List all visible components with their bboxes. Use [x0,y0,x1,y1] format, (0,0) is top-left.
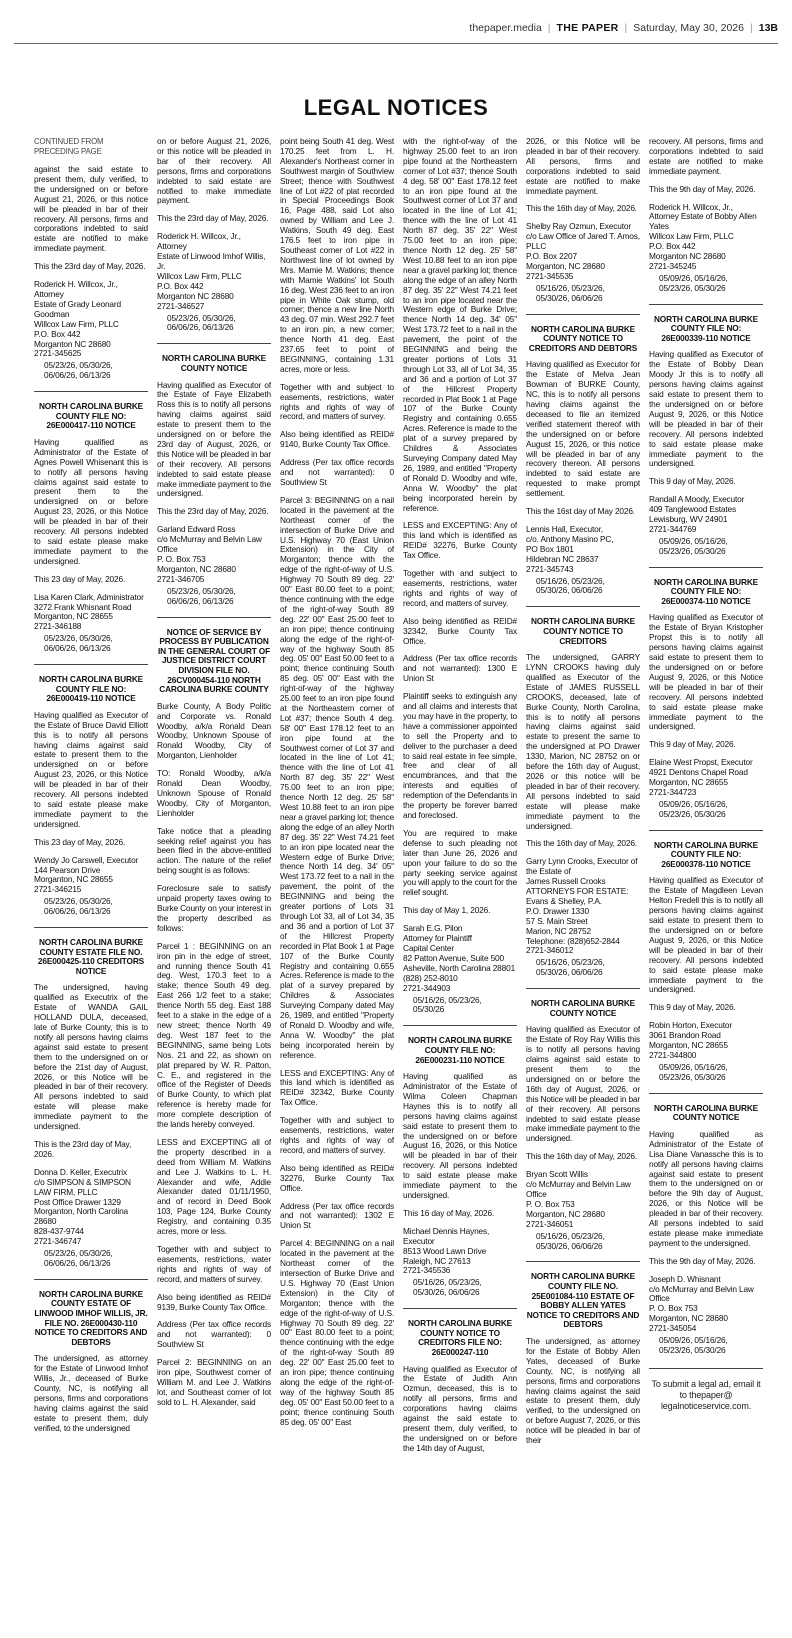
notice-signature [34,1168,148,1247]
notice-column-6 [649,137,763,1627]
page-number: 13B [758,22,778,34]
signature-line: 2721-346215 [34,885,82,895]
signature-line: Elaine West Propst, Executor [649,758,753,768]
notice-date: This the 16st day of May 2026. [526,506,635,517]
signature-line: 2721-345245 [649,261,697,271]
signature-line: Post Office Drawer 1329 [34,1197,121,1207]
publication-date-line: 06/06/26, 06/13/26 [44,906,111,917]
submit-ad-note: To submit a legal ad, email it to thepaper@ legalnoticeservice.com. [649,1368,763,1412]
notice-date: This the 23rd day of May, 2026. [157,506,269,517]
signature-line: c/o McMurray and Belvin Law Office [157,535,262,555]
publication-date-line: 05/09/26, 05/16/26, [659,1061,728,1072]
notice-signature [403,1227,517,1277]
notice-signature [34,280,148,359]
notice-divider [526,606,640,607]
signature-line: c/o McMurray and Belvin Law Office [526,1180,631,1199]
legal-notice [403,1025,517,1298]
publication-date-line: 05/23/26, 05/30/26 [659,1345,726,1355]
signature-line: 2721-344903 [403,983,451,993]
signature-line: 2721-346012 [526,946,574,956]
notice-paragraph: Address (Per tax office records and not warranted): 0 Southview St [157,1319,271,1350]
notice-date: This day of May 1, 2026. [403,905,491,916]
notice-paragraph: 2026, or this Notice will be pleaded in bar of their recovery. All persons, firms and corporations indebted to said estate are notified to make immediate payment. [526,137,640,196]
legal-notice [649,137,763,294]
notice-signature [649,203,763,272]
signature-line: ATTORNEYS FOR ESTATE: [526,887,629,897]
notice-heading: NORTH CAROLINA BURKE COUNTY ESTATE FILE NO. 26E000425-110 CREDITORS NOTICE [37,937,145,976]
notice-paragraph: Having qualified as Executor of the Estate of Faye Elizabeth Ross this is to notify all persons having claims against said estate to present them to the undersigned on or before the 23rd day of August, 2026, or this Notice will be pleaded in bar of their recovery. All persons indebted to said estate please make immediate payment to the undersigned. [157,379,271,499]
page-header [0,22,792,38]
legal-notice [34,1279,148,1434]
notice-paragraph: The undersigned, GARRY LYNN CROOKS having duly qualified as Executor of the Estate of JAMES RUSSELL CROOKS, deceased, late of Burke County, North Carolina, this is to notify all persons having claims against said estate to present the same to the undersigned at PO Drawer 1330, Marion, NC 28752 on or before the 16th day of August, 2026 or this notice will be pleaded in bar of their recovery. All persons indebted to said estate will please make immediate payment to the undersigned. [526,652,640,831]
publication-date-line: 05/23/26, 05/30/26 [659,282,726,293]
signature-line: 409 Tanglewood Estates [649,505,736,515]
notice-paragraph: Parcel 2: BEGINNING on an iron pipe, Southwest corner of William M. and Lee J. Watkins lot, and Southeast corner of lot sold to L. H. Alexander, said [157,1357,271,1407]
notice-divider [34,664,148,665]
publication-date-line: 05/30/26 [413,1004,445,1015]
notice-heading: NORTH CAROLINA BURKE COUNTY FILE NO: 26E000417-110 NOTICE [38,401,144,431]
publication-dates [34,361,148,381]
legal-notice [157,617,271,1408]
publication-dates [649,1336,763,1356]
signature-line: Lisa Karen Clark, Administrator [34,592,144,602]
signature-line: 2721-346747 [34,1237,82,1247]
signature-line: c/o SIMPSON & SIMPSON LAW FIRM, PLLC [34,1177,131,1197]
signature-line: Morganton, NC 28655 [649,1041,728,1051]
publication-date-line: 05/23/26, 05/30/26 [659,808,726,819]
notice-paragraph: Take notice that a pleading seeking relief against you has been filed in the above-entitled action. The nature of the relief being sought is as follows: [157,825,271,876]
signature-line: 2721-344769 [649,524,697,534]
publication-date-line: 05/16/26, 05/23/26, [536,575,605,586]
notice-heading: NORTH CAROLINA BURKE COUNTY FILE NO. 25E001084-110 ESTATE OF BOBBY ALLEN YATES NOTICE TO CREDITORS AND DEBTORS [526,1271,640,1330]
paper-name: THE PAPER [556,22,619,34]
notice-paragraph: Having qualified as Executor for the Estate of Melva Jean Bowman of BURKE County, NC, this is to notify all persons having claims against the deceased to file an itemized verified statement thereof with the undersigned on or before August 15, 2026, or this notice will be pleaded in bar of any recovery thereon. All persons indebted to said estate are requested to make prompt settlement. [526,359,640,499]
notice-paragraph: Having qualified as Executor of the Estate of Roy Ray Willis this is to notify all persons having claims against said estate to present them to the undersigned on or before the 16th day of August, 2026, or this Notice will be pleaded in bar of their recovery. All persons indebted to said estate please make immediate payment to the undersigned. [526,1024,640,1144]
signature-line: Donna D. Keller, Executrix [34,1167,127,1177]
notice-paragraph: LESS and EXCEPTING all of the property described in a deed from William M. Watkins and Lee J. Watkins to L. H. Alexander and wife, Addie Alexander dated 01/11/1950, and of record in Deed Book 103, Page 124, Burke County Registry, and containing 0.35 acres, more or less. [157,1136,271,1237]
publication-date-line: 05/23/26, 05/30/26, [167,312,236,323]
signature-line: P.O. Box 442 [157,281,204,291]
signature-line: Wendy Jo Carswell, Executor [34,855,139,865]
legal-notice [526,606,640,978]
publication-dates [34,1249,148,1269]
notice-signature [649,758,763,798]
publication-date-line: 05/23/26, 05/30/26, [44,1248,113,1259]
signature-line: Robin Horton, Executor [649,1021,732,1031]
notice-paragraph: Parcel 1 : BEGINNING on an iron pin in the edge of street, and running thence South 41 deg. West, 170.3 feet to a stake; thence South 49 deg. East 266 1/2 feet to a stake; thence North 55 deg. East 188 feet to a stake in the edge of a new street; thence North 49 deg. West 187 feet to the BEGINNING, same being Lots Nos. 21 and 22, as shown on plat prepared by W. R. Patton, C. E., and registered in the office of the Register of Deeds of Burke County, to which plat reference is hereby made for more complete description of the lands hereby conveyed. [157,940,271,1130]
notice-signature [34,593,148,633]
signature-line: 144 Pearson Drive [34,865,101,875]
notice-date: This the 16th day of May, 2026. [526,203,637,214]
notice-paragraph: Parcel 3: BEGINNING on a nail located in the pavement at the Northeast corner of the intersection of Burke Drive and U.S. Highway 70 (East Union Extension) in the City of Morganton; thence with the edge of the right-of-way of U.S. Highway 70 South 89 deg. 22' 00" East 80.00 feet to a point; thence continuing with the edge of the right-of-way South 89 deg. 22' 00" East 25.00 feet to an iron pipe; thence continuing along the edge of the right-of-way of the highway South 85 deg. 05' 00" East 50.00 feet to a point; thence continuing South 85 deg. 05' 00" East with the right-of-way of the highway 25.00 feet to an iron pipe found at the Northeastern corner of Lot #37; thence South 4 deg. 58' 00" East 178.12 feet to an iron pipe found at the Southwest corner of Lot 37 and located in the line of Lot 41; thence with the line of Lot 41 North 87 deg. 35' 22" West 75.00 feet to an iron pipe; thence North 12 deg. 25' 58" West 10.88 feet to an iron pipe near a gravel parking lot; thence along the edge of an alley North 87 deg. 35' 22" West 74.21 feet to an iron pipe located near the Western edge of Burke Drive; thence North 14 deg. 34' 05" West 173.72 feet to a nail in the pavement, the point of the BEGINNING and being the greater portions of Lots 31 through Lot 33, all of Lot 34, 35 and 36 and a portion of Lot 37 of the Hillcrest Property recorded in Plat Book 1 at Page 107 of the Burke County Registry and containing 0.655 Acres. Reference is made to the plat of a survey prepared by Childres & Associates Surveying Company dated May 26, 1989, and entitled "Property of Ronald D. Woodby and wife, Anna W. Woodby" the plat being incorporated herein by reference. [280,494,394,1060]
signature-line: 2721-346051 [526,1219,574,1229]
notice-date: This 23 day of May, 2026. [34,836,126,847]
notice-date: This 9 day of May, 2026. [649,1002,736,1013]
publication-date-line: 05/23/26, 05/30/26 [659,1071,726,1082]
publication-date-line: 05/23/26, 05/30/26, [44,633,113,644]
publication-date-line: 06/06/26, 06/13/26 [167,322,234,333]
signature-line: Morganton NC 28680 [157,291,234,301]
signature-line: Willcox Law Firm, PLLC [34,319,119,329]
notice-paragraph: Together with and subject to easements, restrictions, water rights and rights of way of record, and matters of survey. [157,1244,271,1284]
notice-signature [526,1170,640,1229]
notice-paragraph: Parcel 4: BEGINNING on a nail located in the pavement at the Northeast corner of the intersection of Burke Drive and U.S. Highway 70 (East Union Extension) in the City of Morganton; thence with the edge of the right-of-way of U.S. Highway 70 South 89 deg. 22' 00" East 80.00 feet to a point; thence continuing with the edge of the right-of-way South 89 deg. 22' 00" East 25.00 feet to an iron pipe; thence continuing along the edge of the right-of-way of the highway South 85 deg. 05' 00" East 50.00 feet to a point; thence continuing South 85 deg. 05' 00" East [280,1238,394,1427]
signature-line: Shelby Ray Ozmun, Executor [526,222,631,232]
signature-line: c/o. Anthony Masino PC, [526,534,614,544]
legal-notice [526,314,640,597]
signature-line: Raleigh, NC 27613 [403,1256,471,1266]
notice-divider [157,617,271,618]
signature-line: P.O. Box 442 [34,329,81,339]
notice-signature [157,232,271,311]
signature-line: Marion, NC 28752 [526,926,591,936]
signature-line: Morganton NC 28680 [34,339,111,349]
legal-notice [526,988,640,1251]
signature-line: Estate of Linwood Imhof Willis, Jr. [157,252,266,271]
notice-signature [403,924,517,993]
publication-date-line: 05/30/26, 06/06/26 [413,1287,480,1298]
notice-heading: NORTH CAROLINA BURKE COUNTY FILE NO: 26E000419-110 NOTICE [38,674,144,704]
notice-signature [526,525,640,575]
publication-dates [649,800,763,820]
publication-date-line: 05/30/26, 06/06/26 [536,1240,603,1251]
notice-paragraph: Having qualified as Executor of the Estate of Magdleen Levan Helton Fredell this is to notify all persons having claims against said estate to present them to the undersigned on or before August 9, 2026, or this Notice will be pleaded in bar of their recovery. All persons indebted to said estate please make immediate payment to the undersigned. [649,875,763,995]
notice-signature [157,525,271,584]
header-separator: | [547,22,551,34]
notice-divider [649,1093,763,1094]
signature-line: Lewisburg, WV 24901 [649,515,728,525]
publication-date-line: 05/16/26, 05/23/26, [536,1230,605,1241]
notice-paragraph: Having qualified as Executor of the Estate of Bobby Dean Moody Jr this is to notify all persons having claims against said estate to present them to the undersigned on or before August 9, 2026, or this Notice will be pleaded in bar of their recovery. All persons indebted to said estate please make immediate payment to the undersigned. [649,349,763,469]
publication-date-line: 05/23/26, 05/30/26, [44,360,113,371]
notice-column-5 [526,137,640,1627]
section-title: LEGAL NOTICES [303,95,489,120]
signature-line: (828) 252-8010 [403,973,458,983]
notice-divider [526,988,640,989]
signature-line: 3061 Brandon Road [649,1031,721,1041]
notice-paragraph: Also being identified as REID# 9140, Burke County Tax Office. [280,429,394,450]
notice-divider [34,391,148,392]
legal-notice [403,137,517,1015]
notice-paragraph: Address (Per tax office records and not warranted): 0 Southview St [280,457,394,487]
legal-notice [157,343,271,606]
notice-paragraph: Together with and subject to easements, restrictions, water rights and rights of way of record, and matters of survey. [280,1115,394,1155]
notice-paragraph: TO: Ronald Woodby, a/k/a Ronald Dean Woodby, Unknown Spouse of Ronald Woodby, City of Morganton, Lienholder [157,768,271,818]
notice-divider [649,567,763,568]
signature-line: 8513 Wood Lawn Drive [403,1246,487,1256]
legal-notice [526,1261,640,1446]
notice-signature [649,1275,763,1334]
signature-line: Sarah E.G. Pilon [403,924,463,934]
notice-paragraph: Together with and subject to easements, restrictions, water rights and rights of way of record, and matters of survey. [403,568,517,608]
notice-paragraph: The undersigned, as attorney for the Estate of Bobby Allen Yates, deceased of Burke County, NC, is notifying all persons, firms and corporations having claims against the said estate to present them, duly verified, to the undersigned on or before August 7, 2026, or this notice will be pleaded in bar of their [526,1335,640,1446]
publication-date-line: 05/30/26, 06/06/26 [536,585,603,596]
notice-paragraph: Address (Per tax office records and not warranted): 1300 E Union St [403,653,517,684]
signature-line: Morganton NC 28680 [649,252,726,262]
signature-line: Randall A Moody, Executor [649,495,745,505]
notice-column-4 [403,137,517,1627]
publication-dates [157,314,271,334]
notice-paragraph: Having qualified as Executor of the Estate of Judith Ann Ozmun, deceased, this is to notify all persons, firms and corporations having claims against the said estate to present them, duly verified, to the undersigned on or before the 14th day of August, [403,1363,517,1453]
notice-heading: NORTH CAROLINA BURKE COUNTY NOTICE [653,1102,759,1123]
notice-paragraph: Having qualified as Executor of the Estate of Bryan Kristopher Propst this is to notify all persons having claims against said estate to present them to the undersigned on or before August 9, 2026, or this Notice will be pleaded in bar of their recovery. All persons indebted to said estate please make immediate payment to the undersigned. [649,612,763,732]
signature-line: 2721-345535 [526,271,574,281]
signature-line: 828-437-9744 [34,1227,84,1237]
notice-heading: NORTH CAROLINA BURKE COUNTY NOTICE TO CREDITORS FILE NO: 26E000247-110 [407,1318,513,1357]
notice-heading: NORTH CAROLINA BURKE COUNTY FILE NO: 26E000231-110 NOTICE [407,1035,513,1065]
notice-paragraph: on or before August 21, 2026, or this notice will be pleaded in bar of their recovery. All persons, firms and corporations indebted to said estate are notified to make immediate payment. [157,137,271,206]
notice-paragraph: Also being identified as REID# 32276, Burke County Tax Office. [280,1162,394,1193]
notice-date: This the 9th day of May, 2026. [649,1255,756,1266]
publication-date-line: 05/23/26, 05/30/26 [659,545,726,556]
notice-heading: NORTH CAROLINA BURKE COUNTY FILE NO: 26E000374-110 NOTICE [653,576,759,606]
issue-date: Saturday, May 30, 2026 [633,22,744,34]
publication-date-line: 05/16/26, 05/23/26, [536,957,605,968]
notice-paragraph: LESS and EXCEPTING: Any of this land which is identified as REID# 32276, Burke County Tax Office. [403,520,517,561]
notice-heading: NOTICE OF SERVICE BY PROCESS BY PUBLICATION IN THE GENERAL COURT OF JUSTICE DISTRICT COURT DIVISION FILE NO. 26CV000454-110 NORTH CAROLINA BURKE COUNTY [157,626,271,695]
publication-dates [34,897,148,917]
notice-heading: NORTH CAROLINA BURKE COUNTY NOTICE [530,998,636,1018]
notice-date: This 23 day of May, 2026. [34,573,126,584]
site-url[interactable]: thepaper.media [469,22,542,34]
publication-dates [157,587,271,607]
publication-dates [34,634,148,654]
signature-line: P. O. Box 753 [649,1304,698,1314]
signature-line: Lennis Hall, Executor, [526,524,603,534]
notice-paragraph: The undersigned, having qualified as Executrix of the Estate of WANDA GAIL HOLLAND DULA, deceased, late of Burke County, this is to notify all persons having claims against said estate to present them to the undersigned on or before the 21st day of August, 2026, or this Notice will be pleaded in bar of their recovery. All persons indebted to said estate will please make immediate payment to the undersigned. [34,982,148,1132]
notice-paragraph: point being South 41 deg. West 170.25 feet from L. H. Alexander's Northeast corner in Southwest margin of Southview Street; thence with Southwest line of Lot #22 of plat recorded in Special Proceedings Book 16, Page 488, said Lot also owned by William and Lee J. Watkins, South 49 deg. East 176.5 feet to iron pipe in Southeast corner of Lot #22 in Northwest line of lot owned by Mrs. Mamie M. Watkins; thence with Mamie Watkins' lot South 16 deg. West 236 feet to an iron pipe in White Oak stump, old corner; thence a new line North 43 deg. 07 min. West 292.7 feet to an iron pin, a new corner; thence North 41 deg. East 237.65 feet to point of BEGINNING, containing 1.31 acres, more or less. [280,137,394,374]
legal-notice [34,165,148,381]
header-separator: | [624,22,628,34]
notice-heading: NORTH CAROLINA BURKE COUNTY NOTICE TO CREDITORS [530,616,636,646]
signature-line: Garland Edward Ross [157,525,236,535]
signature-line: P.O. Drawer 1330 [526,906,589,916]
signature-line: Asheville, North Carolina 28801 [403,963,516,973]
signature-line: Capital Center [403,943,454,953]
notice-paragraph: Also being identified as REID# 9139, Burke County Tax Office. [157,1291,271,1312]
signature-line: 3272 Frank Whisnant Road [34,602,132,612]
notice-heading: NORTH CAROLINA BURKE COUNTY NOTICE TO CREDITORS AND DEBTORS [528,323,638,353]
signature-line: Morganton, NC 28680 [157,564,236,574]
signature-line: c/o Law Office of Jared T. Amos, PLLC [526,232,640,252]
notice-paragraph: with the right-of-way of the highway 25.00 feet to an iron pipe found at the Northeastern corner of Lot #37; thence South 4 deg. 58' 00" East 178.12 feet to an iron pipe found at the Southwest corner of Lot 37 and located in the line of Lot 41; thence with the line of Lot 41 North 87 deg. 35' 22" West 75.00 feet to an iron pipe; thence North 12 deg. 25' 58" West 10.88 feet to an iron pipe near a gravel parking lot; thence along the edge of an alley North 87 deg. 35' 22" West 74.21 feet to an iron pipe located near the Western edge of Burke Drive; thence North 14 deg. 34' 05" West 173.72 feet to a nail in the pavement, the point of the BEGINNING and being the greater portions of Lots 31 through Lot 33, all of Lot 34, 35 and 36 and a portion of Lot 37 of the Hillcrest Property recorded in Plat Book 1 at Page 107 of the Burke County Registry and containing 0.655 Acres. Reference is made to the plat of a survey prepared by Childres & Associates Surveying Company dated May 26, 1989, and entitled "Property of Ronald D. Woodby and wife, Anna W. Woodby" the plat being incorporated herein by reference. [403,137,517,513]
signature-line: Telephone: (828)652-2844 [526,936,620,946]
signature-line: Willcox Law Firm, PLLC [157,271,242,281]
notice-signature [526,222,640,281]
signature-line: 4921 Dentons Chapel Road [649,768,748,778]
header-info [469,22,778,34]
signature-line: Morganton, NC 28655 [34,612,113,622]
signature-line: Morganton, NC 28655 [649,778,728,788]
signature-line: 2721-346527 [157,301,205,311]
notice-divider [649,304,763,305]
legal-notice [649,304,763,557]
publication-date-line: 05/23/26, 05/30/26, [44,896,113,907]
notice-date: This the 23rd day of May, 2026. [157,213,269,224]
legal-notice [649,567,763,820]
signature-line: PO Box 1801 [526,544,574,554]
notice-columns [34,137,764,1627]
signature-line: Willcox Law Firm, PLLC [649,232,734,242]
notice-column-2 [157,137,271,1627]
publication-date-line: 05/09/26, 05/16/26, [659,798,728,809]
signature-line: Morganton, NC 28680 [649,1314,728,1324]
publication-date-line: 05/23/26, 05/30/26, [167,585,236,596]
publication-date-line: 05/09/26, 05/16/26, [659,272,728,283]
signature-line: 2721-344800 [649,1050,697,1060]
signature-line: Joseph D. Whisnant [649,1274,721,1284]
publication-date-line: 05/16/26, 05/23/26, [413,994,482,1005]
notice-heading: NORTH CAROLINA BURKE COUNTY FILE NO: 26E000378-110 NOTICE [653,839,759,869]
signature-line: Morganton, NC 28680 [526,261,605,271]
signature-line: 2721-346188 [34,622,82,632]
continued-label: CONTINUED FROM PRECEDING PAGE [34,137,104,156]
notice-divider [526,314,640,315]
notice-date: This the 16th day of May, 2026. [526,1151,637,1162]
publication-date-line: 05/16/26, 05/23/26, [536,282,605,293]
publication-date-line: 06/06/26, 06/13/26 [167,595,234,606]
notice-signature [526,857,640,956]
signature-line: c/o McMurray and Belvin Law Office [649,1284,754,1304]
notice-paragraph: Having qualified as Administrator of the Estate of Agnes Powell Whisenant this is to notify all persons having claims against said estate to present them to the undersigned on or before August 23, 2026, or this Notice will be pleaded in bar of their recovery. All persons indebted to said estate please make immediate payment to the undersigned. [34,436,148,566]
notice-divider [403,1025,517,1026]
notice-date: This the 9th day of May, 2026. [649,183,756,194]
notice-divider [403,1308,517,1309]
signature-line: 2721-345054 [649,1324,697,1334]
legal-notice [34,664,148,917]
notice-date: This the 23rd day of May, 2026. [34,261,146,272]
notice-paragraph: against the said estate to present them, duly verified, to the undersigned on or before August 21, 2026, or this notice will be pleaded in bar of their recovery. All persons, firms and corporations indebted to said estate are notified to make immediate payment. [34,164,148,254]
signature-line: Evans & Shelley, P.A. [526,896,602,906]
notice-paragraph: Having qualified as Administrator of the Estate of Lisa Diane Vanassche this is to notify all persons having claims against said estate to present them to the undersigned on or before the 9th day of August, 2026, or this Notice will be pleaded in bar of their recovery. All persons indebted to said estate please make immediate payment to the undersigned. [649,1128,763,1248]
legal-notice [157,137,271,333]
notice-paragraph: The undersigned, as attorney for the Estate of Linwood Imhof Willis, Jr., deceased of Burke County, NC, is notifying all persons, firms and corporations having claims against the said estate to present them, duly verified, to the undersigned [34,1353,148,1433]
signature-line: Roderick H. Willcox, Jr., Attorney Estate of Bobby Allen Yates [649,202,757,232]
publication-dates [526,1232,640,1252]
signature-line: Michael Dennis Haynes, Executor [403,1226,490,1246]
publication-dates [526,577,640,597]
publication-dates [526,958,640,978]
notice-divider [649,830,763,831]
publication-dates [649,1063,763,1083]
signature-line: P. O. Box 753 [157,555,206,564]
notice-divider [157,343,271,344]
publication-date-line: 05/30/26, 06/06/26 [536,292,603,303]
notice-signature [649,495,763,535]
notice-date: This the 16th day of May, 2026. [526,838,637,849]
notice-date: This 16 day of May, 2026. [403,1207,495,1218]
notice-paragraph: Having qualified as Executor of the Estate of Bruce David Elliott this is to notify all persons having claims against said estate to present them to the undersigned on or before August 23, 2026, or this Notice will be pleaded in bar of their recovery. All persons indebted to said estate please make immediate payment to the undersigned. [34,709,148,829]
publication-date-line: 06/06/26, 06/13/26 [44,643,111,654]
publication-dates [403,1278,517,1298]
notice-paragraph: Burke County, A Body Politic and Corporate vs. Ronald Woodby, a/k/a Ronald Dean Woodby, Unknown Spouse of Ronald Woodby, City of Morganton, Lienholder [157,700,271,761]
header-separator: | [750,22,753,34]
notice-heading: NORTH CAROLINA BURKE COUNTY FILE NO: 26E000339-110 NOTICE [653,313,759,343]
notice-column-1 [34,137,148,1627]
notice-divider [34,1279,148,1280]
publication-date-line: 06/06/26, 06/13/26 [44,1257,111,1268]
publication-date-line: 05/09/26, 05/16/26, [659,535,728,546]
legal-notice [649,830,763,1083]
legal-notice [34,391,148,654]
notice-paragraph: LESS and EXCEPTING: Any of this land which is identified as REID# 32342, Burke County Tax Office. [280,1067,394,1108]
legal-notice [280,137,394,1427]
publication-date-line: 05/16/26, 05/23/26, [413,1277,482,1288]
signature-line: Garry Lynn Crooks, Executor of the Estate of [526,857,638,877]
notice-heading: NORTH CAROLINA BURKE COUNTY NOTICE [161,353,267,373]
signature-line: P.O. Box 442 [649,242,696,252]
signature-line: Morganton, NC 28655 [34,875,113,885]
signature-line: Roderick H. Willcox, Jr., Attorney [157,232,241,252]
signature-line: 2721-345625 [34,349,82,359]
notice-paragraph: You are required to make defense to such pleading not later than June 26, 2026 and upon your failure to do so the party seeking service against you will apply to the court for the relief sought. [403,827,517,898]
notice-date: This 9 day of May, 2026. [649,476,736,487]
signature-line: Attorney for Plaintiff [403,934,472,944]
signature-line: Morganton, North Carolina 28680 [34,1207,129,1227]
notice-paragraph: recovery. All persons, firms and corporations indebted to said estate are notified to make immediate payment. [649,137,763,176]
header-rule [14,43,778,44]
notice-date: This 9 day of May, 2026. [649,739,736,750]
notice-signature [34,856,148,896]
publication-date-line: 06/06/26, 06/13/26 [44,370,111,381]
notice-paragraph: Address (Per tax office records and not warranted): 1302 E Union St [280,1200,394,1231]
signature-line: 2721-346705 [157,574,205,584]
publication-date-line: 05/09/26, 05/16/26, [659,1335,728,1346]
publication-dates [649,537,763,557]
publication-dates [403,996,517,1016]
notice-paragraph: Having qualified as Administrator of the Estate of Wilma Coleen Chapman Haynes this is to notify all persons having claims against said estate to present them to the undersigned on or before August 16, 2026, or this Notice will be pleaded in bar of their recovery. All persons indebted to said estate please make immediate payment to the undersigned. [403,1071,517,1200]
notice-date: This is the 23rd day of May, 2026. [34,1139,132,1159]
notice-paragraph: Plaintiff seeks to extinguish any and all claims and interests that you may have in the property, to have a commissioner appointed to sell the Property and to deliver to the purchaser a deed to said real estate in fee simple, free and clear of all encumbrances, and that the interests and equities of redemption of the Defendants in the property be forever barred and foreclosed. [403,691,517,820]
signature-line: James Russell Crooks [526,877,606,887]
notice-paragraph: Together with and subject to easements, restrictions, water rights and rights of way of record, and matters of survey. [280,381,394,422]
signature-line: Estate of Grady Leonard Goodman [34,299,121,319]
signature-line: 2721-344723 [649,787,697,797]
notice-signature [649,1021,763,1061]
signature-line: Morganton, NC 28680 [526,1209,605,1219]
legal-notice [649,1093,763,1356]
legal-notice [526,137,640,304]
notice-column-3 [280,137,394,1627]
signature-line: 2721-345743 [526,564,574,574]
signature-line: Hildebran NC 28637 [526,554,599,564]
legal-notice [403,1308,517,1454]
publication-date-line: 05/30/26, 06/06/26 [536,967,603,978]
notice-paragraph: Foreclosure sale to satisfy unpaid property taxes owing to Burke County on your interest in the property described as follows: [157,883,271,933]
notice-heading: NORTH CAROLINA BURKE COUNTY ESTATE OF LINWOOD IMHOF WILLIS, JR. FILE NO. 26E000430-110 NOTICE TO CREDITORS AND DEBTORS [34,1288,148,1347]
signature-line: Bryan Scott Willis [526,1170,588,1180]
signature-line: P.O. Box 2207 [526,252,577,262]
legal-notice [34,927,148,1269]
notice-paragraph: Also being identified as REID# 32342, Burke County Tax Office. [403,615,517,646]
signature-line: Roderick H. Willcox, Jr., Attorney [34,280,118,299]
notice-divider [34,927,148,928]
signature-line: P. O. Box 753 [526,1199,575,1209]
publication-dates [526,284,640,304]
signature-line: 82 Patton Avenue, Suite 500 [403,953,504,963]
publication-dates [649,274,763,294]
signature-line: 57 S. Main Street [526,916,588,926]
signature-line: 2721-345536 [403,1266,451,1276]
notice-divider [526,1261,640,1262]
